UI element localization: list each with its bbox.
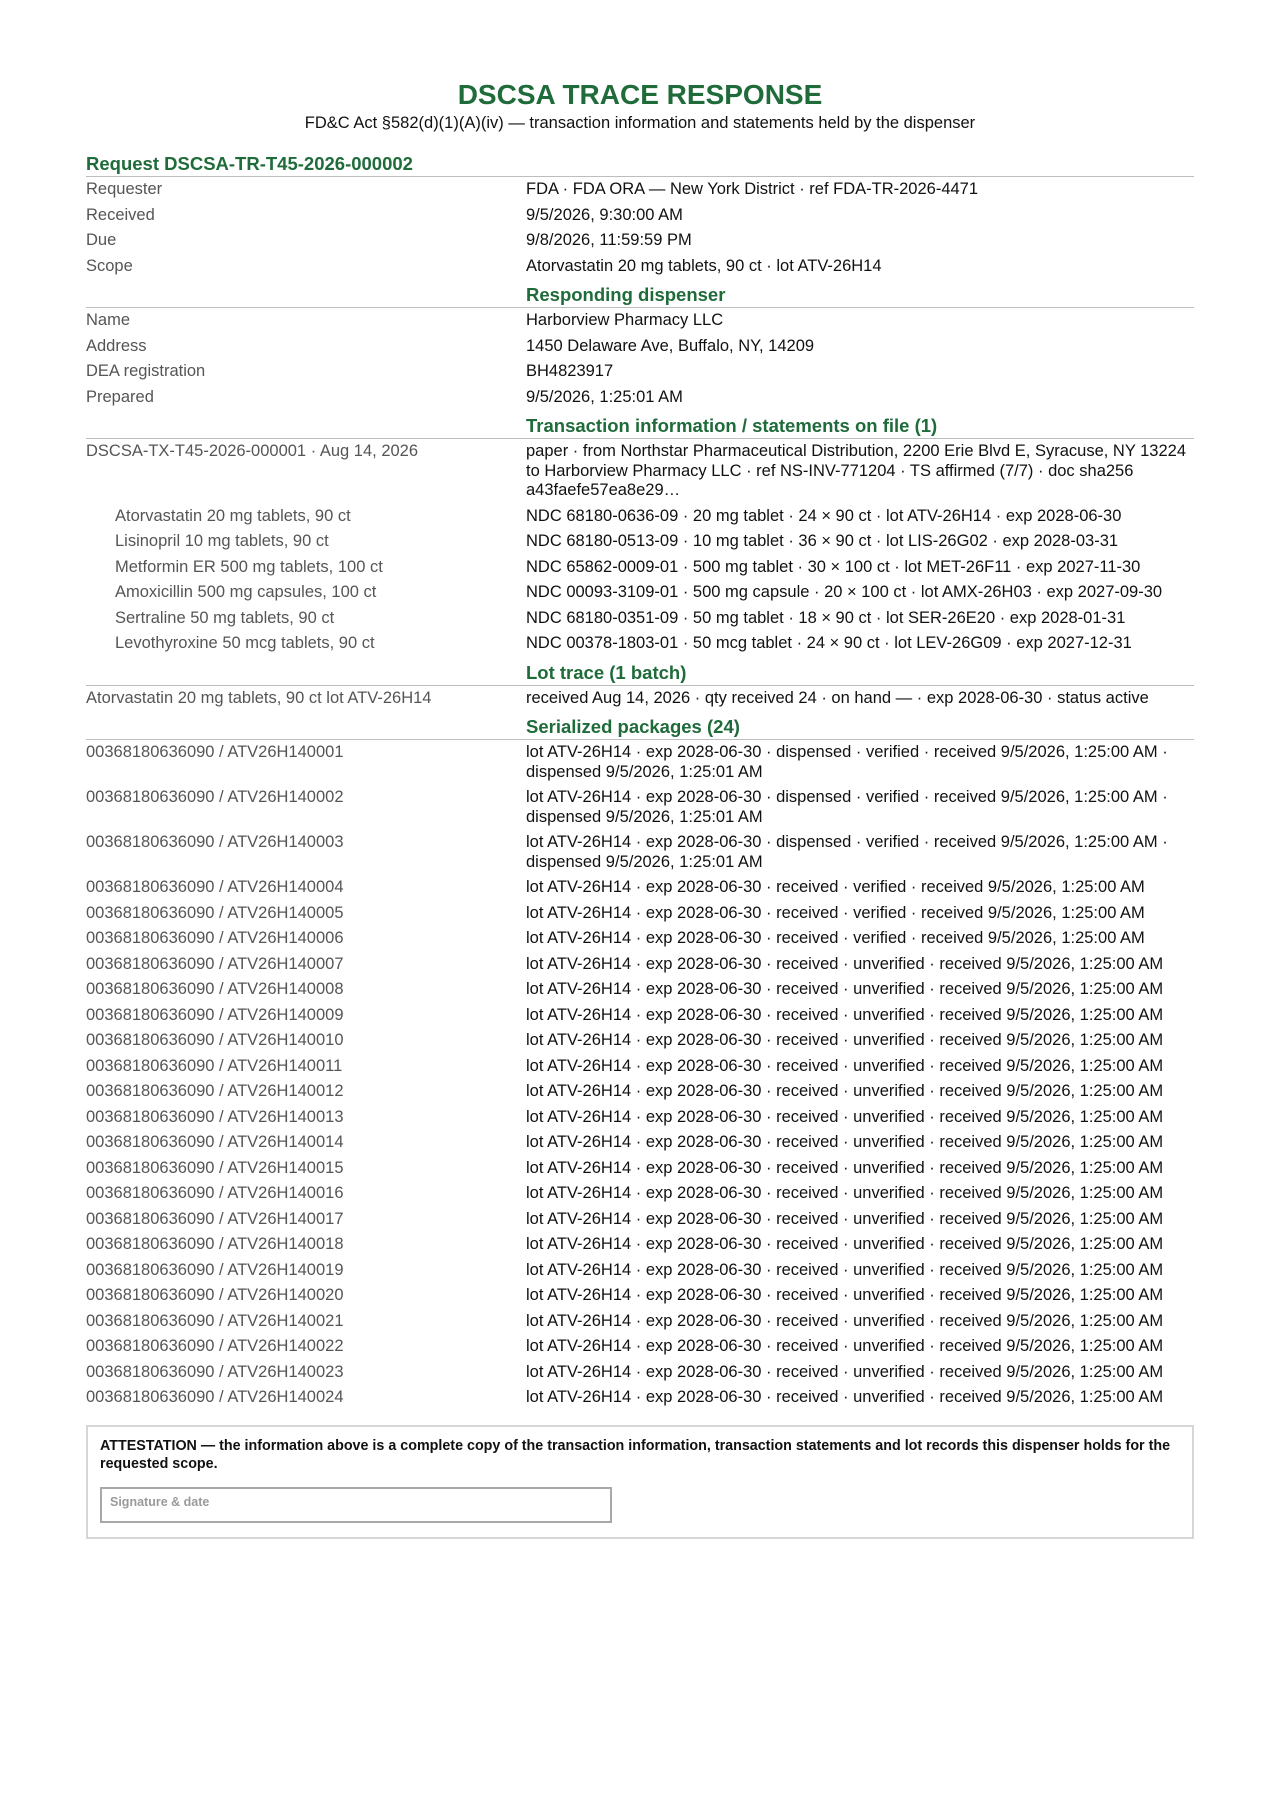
item-name: Lisinopril 10 mg tablets, 90 ct (115, 532, 329, 550)
item-row (86, 580, 1194, 606)
transaction-items (86, 504, 1194, 657)
dispenser-section (86, 308, 1194, 410)
field-value: lot ATV-26H14 · exp 2028-06-30 · received · unverified · received 9/5/2026, 1:25:00 AM (526, 1158, 1164, 1177)
field-row (86, 1028, 1194, 1054)
field-value: lot ATV-26H14 · exp 2028-06-30 · received · unverified · received 9/5/2026, 1:25:00 AM (526, 1184, 1164, 1202)
item-details: NDC 00093-3109-01 · 500 mg capsule · 20 × 100 ct · lot AMX-26H03 · exp 2027-09-30 (526, 583, 1163, 601)
field-value: 1450 Delaware Ave, Buffalo, NY, 14209 (526, 336, 815, 355)
field-label: Prepared (86, 387, 154, 406)
field-value: lot ATV-26H14 · exp 2028-06-30 · received · unverified · received 9/5/2026, 1:25:00 AM (526, 1235, 1164, 1253)
field-label: 00368180636090 / ATV26H140016 (86, 1184, 344, 1202)
field-label: 00368180636090 / ATV26H140024 (86, 1388, 344, 1406)
item-name: Amoxicillin 500 mg capsules, 100 ct (115, 583, 377, 601)
field-value: lot ATV-26H14 · exp 2028-06-30 · received · verified · received 9/5/2026, 1:25:00 AM (526, 903, 1145, 922)
field-row (86, 1283, 1194, 1309)
field-value: lot ATV-26H14 · exp 2028-06-30 · dispensed · verified · received 9/5/2026, 1:25:00 AM · dispensed 9/5/2026, 1:25:01 AM (526, 788, 1168, 826)
item-name: Sertraline 50 mg tablets, 90 ct (115, 608, 335, 627)
field-value: received Aug 14, 2026 · qty received 24 · on hand — · exp 2028-06-30 · status active (526, 688, 1149, 707)
transaction-row (86, 439, 1194, 504)
field-row (86, 1258, 1194, 1284)
field-row (86, 1360, 1194, 1386)
document-subtitle: FD&C Act §582(d)(1)(A)(iv) — transaction information and statements held by the dispenser (304, 114, 976, 132)
field-label: 00368180636090 / ATV26H140018 (86, 1235, 344, 1253)
field-value: lot ATV-26H14 · exp 2028-06-30 · received · unverified · received 9/5/2026, 1:25:00 AM (526, 1209, 1164, 1228)
item-details: NDC 68180-0636-09 · 20 mg tablet · 24 × 90 ct · lot ATV-26H14 · exp 2028-06-30 (526, 506, 1122, 525)
attestation-box (86, 1425, 1194, 1539)
attestation-text: ATTESTATION — the information above is a complete copy of the transaction information, transaction statements and lot records this dispenser holds for the requested scope. (100, 1437, 1171, 1472)
field-row (86, 740, 1194, 785)
item-details: NDC 68180-0351-09 · 50 mg tablet · 18 × 90 ct · lot SER-26E20 · exp 2028-01-31 (526, 608, 1126, 627)
field-row (86, 1105, 1194, 1131)
serialized-heading: Serialized packages (24) (86, 711, 1194, 740)
field-label: 00368180636090 / ATV26H140019 (86, 1260, 344, 1279)
field-label: 00368180636090 / ATV26H140007 (86, 954, 344, 973)
field-label: 00368180636090 / ATV26H140013 (86, 1107, 344, 1126)
field-value: FDA · FDA ORA — New York District · ref FDA-TR-2026-4471 (526, 180, 979, 198)
field-label: 00368180636090 / ATV26H140022 (86, 1337, 344, 1355)
field-value: lot ATV-26H14 · exp 2028-06-30 · received · unverified · received 9/5/2026, 1:25:00 AM (526, 1311, 1164, 1330)
item-details: NDC 65862-0009-01 · 500 mg tablet · 30 × 100 ct · lot MET-26F11 · exp 2027-11-30 (526, 557, 1141, 576)
field-value: BH4823917 (526, 362, 614, 380)
field-label: 00368180636090 / ATV26H140012 (86, 1082, 344, 1100)
field-label: 00368180636090 / ATV26H140003 (86, 833, 344, 851)
field-row (86, 1054, 1194, 1080)
item-details: NDC 00378-1803-01 · 50 mcg tablet · 24 × 90 ct · lot LEV-26G09 · exp 2027-12-31 (526, 634, 1132, 652)
field-row (86, 1079, 1194, 1105)
signature-label: Signature & date (110, 1494, 210, 1509)
field-row (86, 254, 1194, 280)
field-label: Address (86, 336, 147, 355)
field-label: 00368180636090 / ATV26H140004 (86, 878, 344, 896)
document-page (86, 78, 1194, 1539)
field-value: lot ATV-26H14 · exp 2028-06-30 · received · verified · received 9/5/2026, 1:25:00 AM (526, 929, 1145, 947)
field-row (86, 1232, 1194, 1258)
field-row (86, 977, 1194, 1003)
field-row (86, 385, 1194, 411)
item-name: Atorvastatin 20 mg tablets, 90 ct (115, 506, 351, 525)
item-row (86, 504, 1194, 530)
field-row (86, 1130, 1194, 1156)
field-row (86, 228, 1194, 254)
field-row (86, 785, 1194, 830)
item-row (86, 555, 1194, 581)
transaction-id: DSCSA-TX-T45-2026-000001 · Aug 14, 2026 (86, 442, 419, 460)
field-row (86, 177, 1194, 203)
field-value: lot ATV-26H14 · exp 2028-06-30 · received · unverified · received 9/5/2026, 1:25:00 AM (526, 1286, 1164, 1304)
item-details: NDC 68180-0513-09 · 10 mg tablet · 36 × 90 ct · lot LIS-26G02 · exp 2028-03-31 (526, 532, 1119, 550)
field-label: 00368180636090 / ATV26H140002 (86, 788, 344, 806)
field-row (86, 952, 1194, 978)
field-label: 00368180636090 / ATV26H140015 (86, 1158, 344, 1177)
field-value: lot ATV-26H14 · exp 2028-06-30 · received · unverified · received 9/5/2026, 1:25:00 AM (526, 1107, 1164, 1126)
serialized-section (86, 740, 1194, 1411)
field-label: 00368180636090 / ATV26H140006 (86, 929, 344, 947)
field-label: 00368180636090 / ATV26H140017 (86, 1209, 344, 1228)
field-row (86, 1181, 1194, 1207)
field-row (86, 203, 1194, 229)
field-label: Name (86, 311, 131, 329)
field-value: lot ATV-26H14 · exp 2028-06-30 · received · unverified · received 9/5/2026, 1:25:00 AM (526, 1082, 1164, 1100)
field-row (86, 830, 1194, 875)
request-heading: Request DSCSA-TR-T45-2026-000002 (86, 148, 1194, 177)
field-row (86, 334, 1194, 360)
field-row (86, 901, 1194, 927)
field-row (86, 359, 1194, 385)
field-row (86, 1156, 1194, 1182)
field-row (86, 875, 1194, 901)
field-row (86, 1003, 1194, 1029)
field-label: 00368180636090 / ATV26H140005 (86, 903, 344, 922)
field-value: lot ATV-26H14 · exp 2028-06-30 · received · unverified · received 9/5/2026, 1:25:00 AM (526, 1260, 1164, 1279)
field-row (86, 1334, 1194, 1360)
item-name: Metformin ER 500 mg tablets, 100 ct (115, 557, 383, 576)
field-value: lot ATV-26H14 · exp 2028-06-30 · dispensed · verified · received 9/5/2026, 1:25:00 AM · dispensed 9/5/2026, 1:25:01 AM (526, 743, 1168, 781)
field-row (86, 308, 1194, 334)
field-label: Due (86, 231, 117, 249)
signature-field[interactable] (100, 1487, 612, 1523)
field-label: 00368180636090 / ATV26H140021 (86, 1311, 344, 1330)
field-label: 00368180636090 / ATV26H140023 (86, 1362, 344, 1381)
field-label: 00368180636090 / ATV26H140008 (86, 980, 344, 998)
field-value: lot ATV-26H14 · exp 2028-06-30 · received · unverified · received 9/5/2026, 1:25:00 AM (526, 1133, 1164, 1151)
field-value: 9/8/2026, 11:59:59 PM (526, 231, 692, 249)
field-row (86, 1385, 1194, 1411)
field-value: lot ATV-26H14 · exp 2028-06-30 · received · unverified · received 9/5/2026, 1:25:00 AM (526, 1005, 1164, 1024)
field-label: 00368180636090 / ATV26H140014 (86, 1133, 344, 1151)
field-value: 9/5/2026, 1:25:01 AM (526, 387, 683, 406)
field-value: lot ATV-26H14 · exp 2028-06-30 · received · unverified · received 9/5/2026, 1:25:00 AM (526, 1362, 1164, 1381)
field-value: Harborview Pharmacy LLC (526, 311, 724, 329)
field-label: Atorvastatin 20 mg tablets, 90 ct lot ATV-26H14 (86, 688, 432, 707)
field-label: 00368180636090 / ATV26H140011 (86, 1056, 343, 1075)
field-value: lot ATV-26H14 · exp 2028-06-30 · received · unverified · received 9/5/2026, 1:25:00 AM (526, 1388, 1164, 1406)
field-value: 9/5/2026, 9:30:00 AM (526, 205, 683, 224)
field-value: lot ATV-26H14 · exp 2028-06-30 · received · unverified · received 9/5/2026, 1:25:00 AM (526, 1056, 1164, 1075)
item-row (86, 606, 1194, 632)
field-row (86, 686, 1194, 712)
field-value: lot ATV-26H14 · exp 2028-06-30 · received · unverified · received 9/5/2026, 1:25:00 AM (526, 954, 1164, 973)
field-value: lot ATV-26H14 · exp 2028-06-30 · received · unverified · received 9/5/2026, 1:25:00 AM (526, 1031, 1164, 1049)
field-label: Requester (86, 180, 163, 198)
transaction-details: paper · from Northstar Pharmaceutical Distribution, 2200 Erie Blvd E, Syracuse, NY 13224 to Harborview Pharmacy LLC · ref NS-INV-771204 · TS affirmed (7/7) · doc sha256 a43faefe57ea8e29… (526, 442, 1186, 499)
item-row (86, 631, 1194, 657)
document-title: DSCSA TRACE RESPONSE (457, 79, 823, 110)
field-label: Scope (86, 256, 133, 275)
field-label: 00368180636090 / ATV26H140001 (86, 743, 344, 761)
field-label: 00368180636090 / ATV26H140020 (86, 1286, 344, 1304)
field-value: lot ATV-26H14 · exp 2028-06-30 · received · verified · received 9/5/2026, 1:25:00 AM (526, 878, 1145, 896)
lot-trace-heading: Lot trace (1 batch) (86, 657, 1194, 686)
dispenser-heading: Responding dispenser (86, 279, 1194, 308)
lot-trace-section (86, 686, 1194, 712)
field-label: 00368180636090 / ATV26H140010 (86, 1031, 344, 1049)
request-section (86, 177, 1194, 279)
item-name: Levothyroxine 50 mcg tablets, 90 ct (115, 634, 375, 652)
transactions-heading: Transaction information / statements on file (1) (86, 410, 1194, 439)
field-row (86, 1207, 1194, 1233)
field-label: DEA registration (86, 362, 206, 380)
field-label: Received (86, 205, 155, 224)
field-value: Atorvastatin 20 mg tablets, 90 ct · lot ATV-26H14 (526, 256, 882, 275)
item-row (86, 529, 1194, 555)
field-value: lot ATV-26H14 · exp 2028-06-30 · received · unverified · received 9/5/2026, 1:25:00 AM (526, 980, 1164, 998)
transactions-section (86, 439, 1194, 657)
field-value: lot ATV-26H14 · exp 2028-06-30 · received · unverified · received 9/5/2026, 1:25:00 AM (526, 1337, 1164, 1355)
field-row (86, 1309, 1194, 1335)
field-row (86, 926, 1194, 952)
field-value: lot ATV-26H14 · exp 2028-06-30 · dispensed · verified · received 9/5/2026, 1:25:00 AM · dispensed 9/5/2026, 1:25:01 AM (526, 833, 1168, 871)
field-label: 00368180636090 / ATV26H140009 (86, 1005, 344, 1024)
